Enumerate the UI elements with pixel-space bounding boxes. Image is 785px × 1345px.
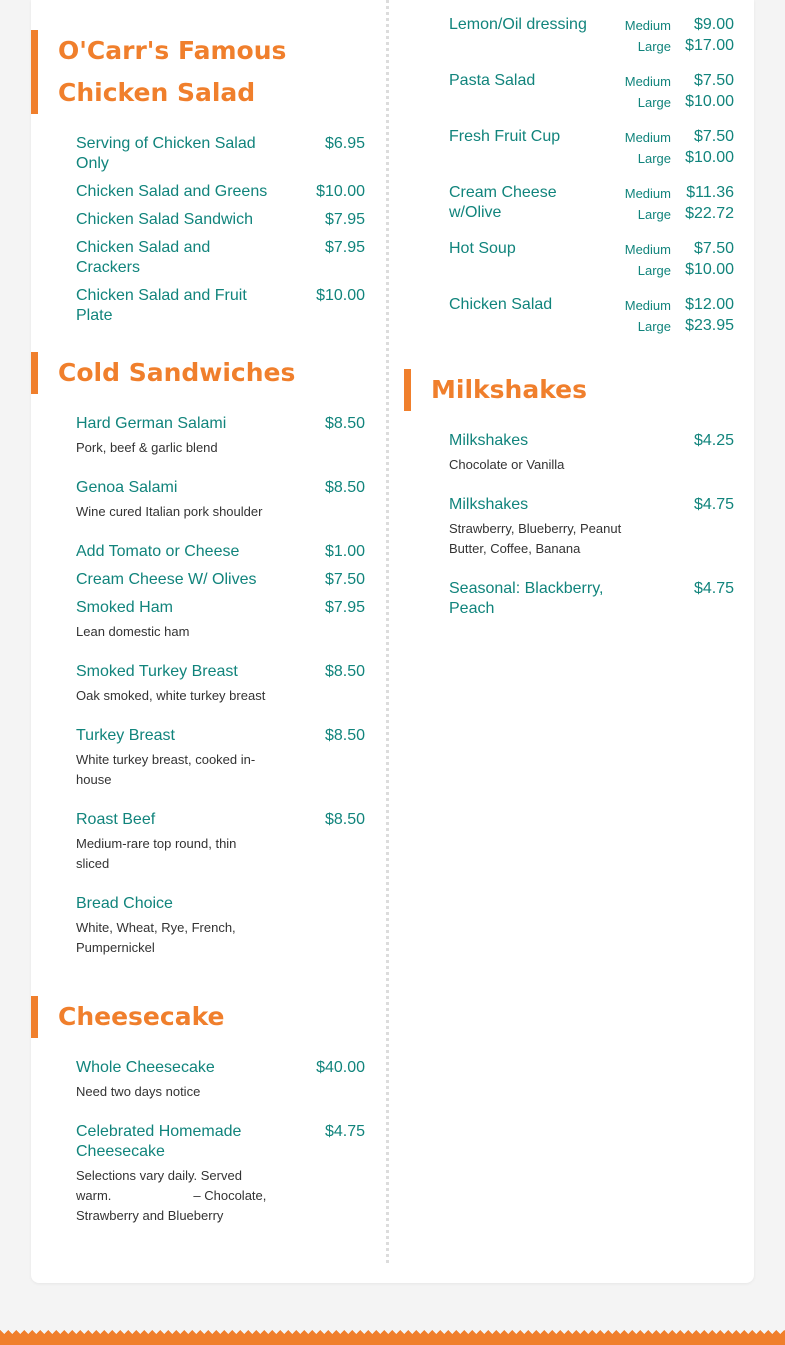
size-label: Medium	[624, 18, 671, 33]
menu-item-name: Whole Cheesecake	[76, 1059, 215, 1076]
menu-item-name: Chicken Salad and Fruit Plate	[76, 287, 247, 324]
menu-item-description: Pork, beef & garlic blend	[76, 440, 218, 455]
menu-item-price: $4.75	[324, 1123, 365, 1140]
size-label: Medium	[624, 186, 671, 201]
menu-item-name: Hot Soup	[449, 240, 516, 257]
menu-item-price: $9.00	[693, 16, 734, 33]
menu-item-name: Chicken Salad Sandwich	[76, 211, 253, 228]
menu-item-name: Turkey Breast	[76, 727, 175, 744]
menu-item-name: Chicken Salad	[449, 296, 553, 313]
menu-item-description: White turkey breast, cooked in-house	[76, 752, 256, 787]
menu-item-name: Milkshakes	[449, 432, 529, 449]
menu-item-description: Wine cured Italian pork shoulder	[76, 504, 263, 519]
menu-item-price: $22.72	[685, 205, 734, 222]
size-label: Large	[637, 95, 671, 110]
menu-item-name: Serving of Chicken Salad Only	[76, 135, 256, 172]
menu-item-name: Chicken Salad and Crackers	[76, 239, 211, 276]
section-title-chicken-salad: O'Carr's Famous Chicken Salad	[31, 30, 358, 114]
size-label: Large	[637, 39, 671, 54]
description-text: – Chocolate, Strawberry and Blueberry	[76, 1188, 267, 1223]
menu-item-price: $8.50	[324, 727, 365, 744]
menu-item-price: $4.75	[693, 496, 734, 513]
menu-item-price: $7.50	[693, 240, 734, 257]
menu-item-price: $4.25	[693, 432, 734, 449]
menu-item-name: Smoked Ham	[76, 599, 173, 616]
menu-item-description: Strawberry, Blueberry, Peanut Butter, Coffee, Banana	[449, 521, 622, 556]
menu-item-price: $17.00	[685, 37, 734, 54]
menu-item-price: $23.95	[685, 317, 734, 334]
size-label: Large	[637, 151, 671, 166]
menu-item-description: Need two days notice	[76, 1084, 201, 1099]
footer-bar	[0, 1337, 785, 1345]
menu-item-price: $8.50	[324, 663, 365, 680]
menu-item-description: Chocolate or Vanilla	[449, 457, 565, 472]
menu-item-price: $7.50	[693, 128, 734, 145]
menu-item-price: $8.50	[324, 811, 365, 828]
menu-item-price: $10.00	[685, 261, 734, 278]
menu-item-price: $7.95	[324, 211, 365, 228]
menu-item-price: $11.36	[686, 184, 734, 201]
menu-item-price: $7.50	[324, 571, 365, 588]
size-label: Medium	[624, 74, 671, 89]
menu-item-name: Add Tomato or Cheese	[76, 543, 240, 560]
menu-item-description: Medium-rare top round, thin sliced	[76, 836, 237, 871]
menu-item-name: Chicken Salad and Greens	[76, 183, 268, 200]
size-label: Medium	[624, 130, 671, 145]
menu-item-price: $8.50	[324, 479, 365, 496]
menu-item-price: $10.00	[316, 183, 365, 200]
menu-item-price: $12.00	[685, 296, 734, 313]
section-title-cheesecake: Cheesecake	[31, 996, 225, 1038]
menu-item-description	[76, 1166, 276, 1226]
menu-item-name: Fresh Fruit Cup	[449, 128, 561, 145]
menu-item-price: $7.50	[693, 72, 734, 89]
menu-item-price: $10.00	[316, 287, 365, 304]
menu-item-price: $40.00	[316, 1059, 365, 1076]
size-label: Medium	[624, 298, 671, 313]
menu-item-name: Cream Cheese w/Olive	[449, 184, 557, 221]
menu-item-name: Genoa Salami	[76, 479, 178, 496]
menu-item-name: Lemon/Oil dressing	[449, 16, 587, 33]
section-title-milkshakes: Milkshakes	[404, 369, 587, 411]
menu-item-price: $1.00	[324, 543, 365, 560]
size-label: Large	[637, 207, 671, 222]
menu-item-name: Hard German Salami	[76, 415, 227, 432]
menu-item-description: Oak smoked, white turkey breast	[76, 688, 266, 703]
menu-item-name: Cream Cheese W/ Olives	[76, 571, 257, 588]
size-label: Large	[637, 263, 671, 278]
menu-item-name: Milkshakes	[449, 496, 529, 513]
menu-item-price: $8.50	[324, 415, 365, 432]
size-label: Medium	[624, 242, 671, 257]
menu-item-price: $6.95	[324, 135, 365, 152]
menu-item-description: Lean domestic ham	[76, 624, 190, 639]
menu-item-name: Smoked Turkey Breast	[76, 663, 238, 680]
size-label: Large	[637, 319, 671, 334]
column-divider	[386, 0, 389, 1263]
menu-item-name: Seasonal: Blackberry, Peach	[449, 580, 604, 617]
menu-item-price: $10.00	[685, 93, 734, 110]
menu-item-name: Bread Choice	[76, 895, 173, 912]
menu-item-name: Celebrated Homemade Cheesecake	[76, 1123, 242, 1160]
description-text: Selections vary daily. Served warm.	[76, 1168, 242, 1203]
menu-item-price: $10.00	[685, 149, 734, 166]
section-title-cold-sandwiches: Cold Sandwiches	[31, 352, 295, 394]
menu-item-description: White, Wheat, Rye, French, Pumpernickel	[76, 920, 236, 955]
menu-item-name: Roast Beef	[76, 811, 156, 828]
menu-item-price: $7.95	[324, 239, 365, 256]
menu-item-price: $7.95	[324, 599, 365, 616]
menu-item-price: $4.75	[693, 580, 734, 597]
menu-item-name: Pasta Salad	[449, 72, 536, 89]
